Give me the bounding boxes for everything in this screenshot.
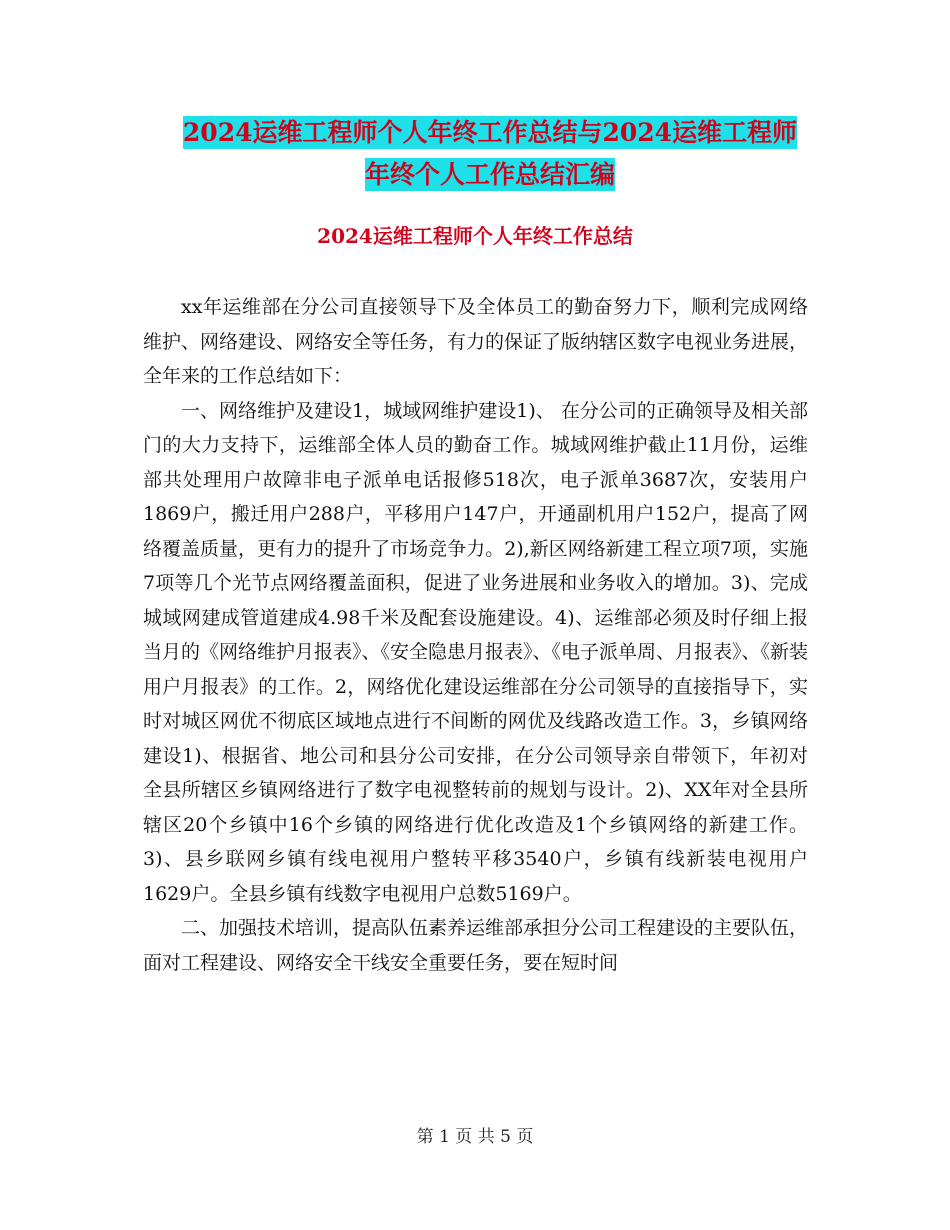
paragraph-intro: xx年运维部在分公司直接领导下及全体员工的勤奋努力下，顺利完成网络维护、网络建设、网络安全等任务，有力的保证了版纳辖区数字电视业务进展，全年来的工作总结如下：	[143, 296, 809, 387]
title-line-1: 2024运维工程师个人年终工作总结与2024运维工程师	[182, 118, 798, 147]
paragraph-network-maintenance: 一、网络维护及建设1，城域网维护建设1)、 在分公司的正确领导及相关部门的大力支持下，运维部全体人员的勤奋工作。城域网维护截止11月份，运维部共处理用户故障非电子派单电话报修518次，电子派单3687次，安装用户1869户，搬迁用户288户，平移用户147户，开通副机用户152户，提高了网络覆盖质量，更有力的提升了市场竞争力。2),新区网络新建工程立项7项，实施7项等几个光节点网络覆盖面积，促进了业务进展和业务收入的增加。3)、完成城域网建成管道建成4.98千米及配套设施建设。4)、运维部必须及时仔细上报当月的《网络维护月报表》、《安全隐患月报表》、《电子派单周、月报表》、《新装用户月报表》的工作。2，网络优化建设运维部在分公司领导的直接指导下，实时对城区网优不彻底区域地点进行不间断的网优及线路改造工作。3，乡镇网络建设1)、根据省、地公司和县分公司安排，在分公司领导亲自带领下，年初对全县所辖区乡镇网络进行了数字电视整转前的规划与设计。2)、XX年对全县所辖区20个乡镇中16个乡镇的网络进行优化改造及1个乡镇网络的新建工作。3)、县乡联网乡镇有线电视用户整转平移3540户，乡镇有线新装电视用户1629户。全县乡镇有线数字电视用户总数5169户。	[143, 399, 809, 905]
section-title: 2024运维工程师个人年终工作总结	[317, 224, 633, 248]
body-text	[143, 290, 808, 980]
title-line-2: 年终个人工作总结汇编	[364, 160, 615, 189]
paragraph-training: 二、加强技术培训，提高队伍素养运维部承担分公司工程建设的主要队伍，面对工程建设、网络安全干线安全重要任务，要在短时间	[143, 917, 809, 974]
page-footer: 第 1 页 共 5 页	[416, 1127, 534, 1147]
document-title	[140, 112, 840, 196]
